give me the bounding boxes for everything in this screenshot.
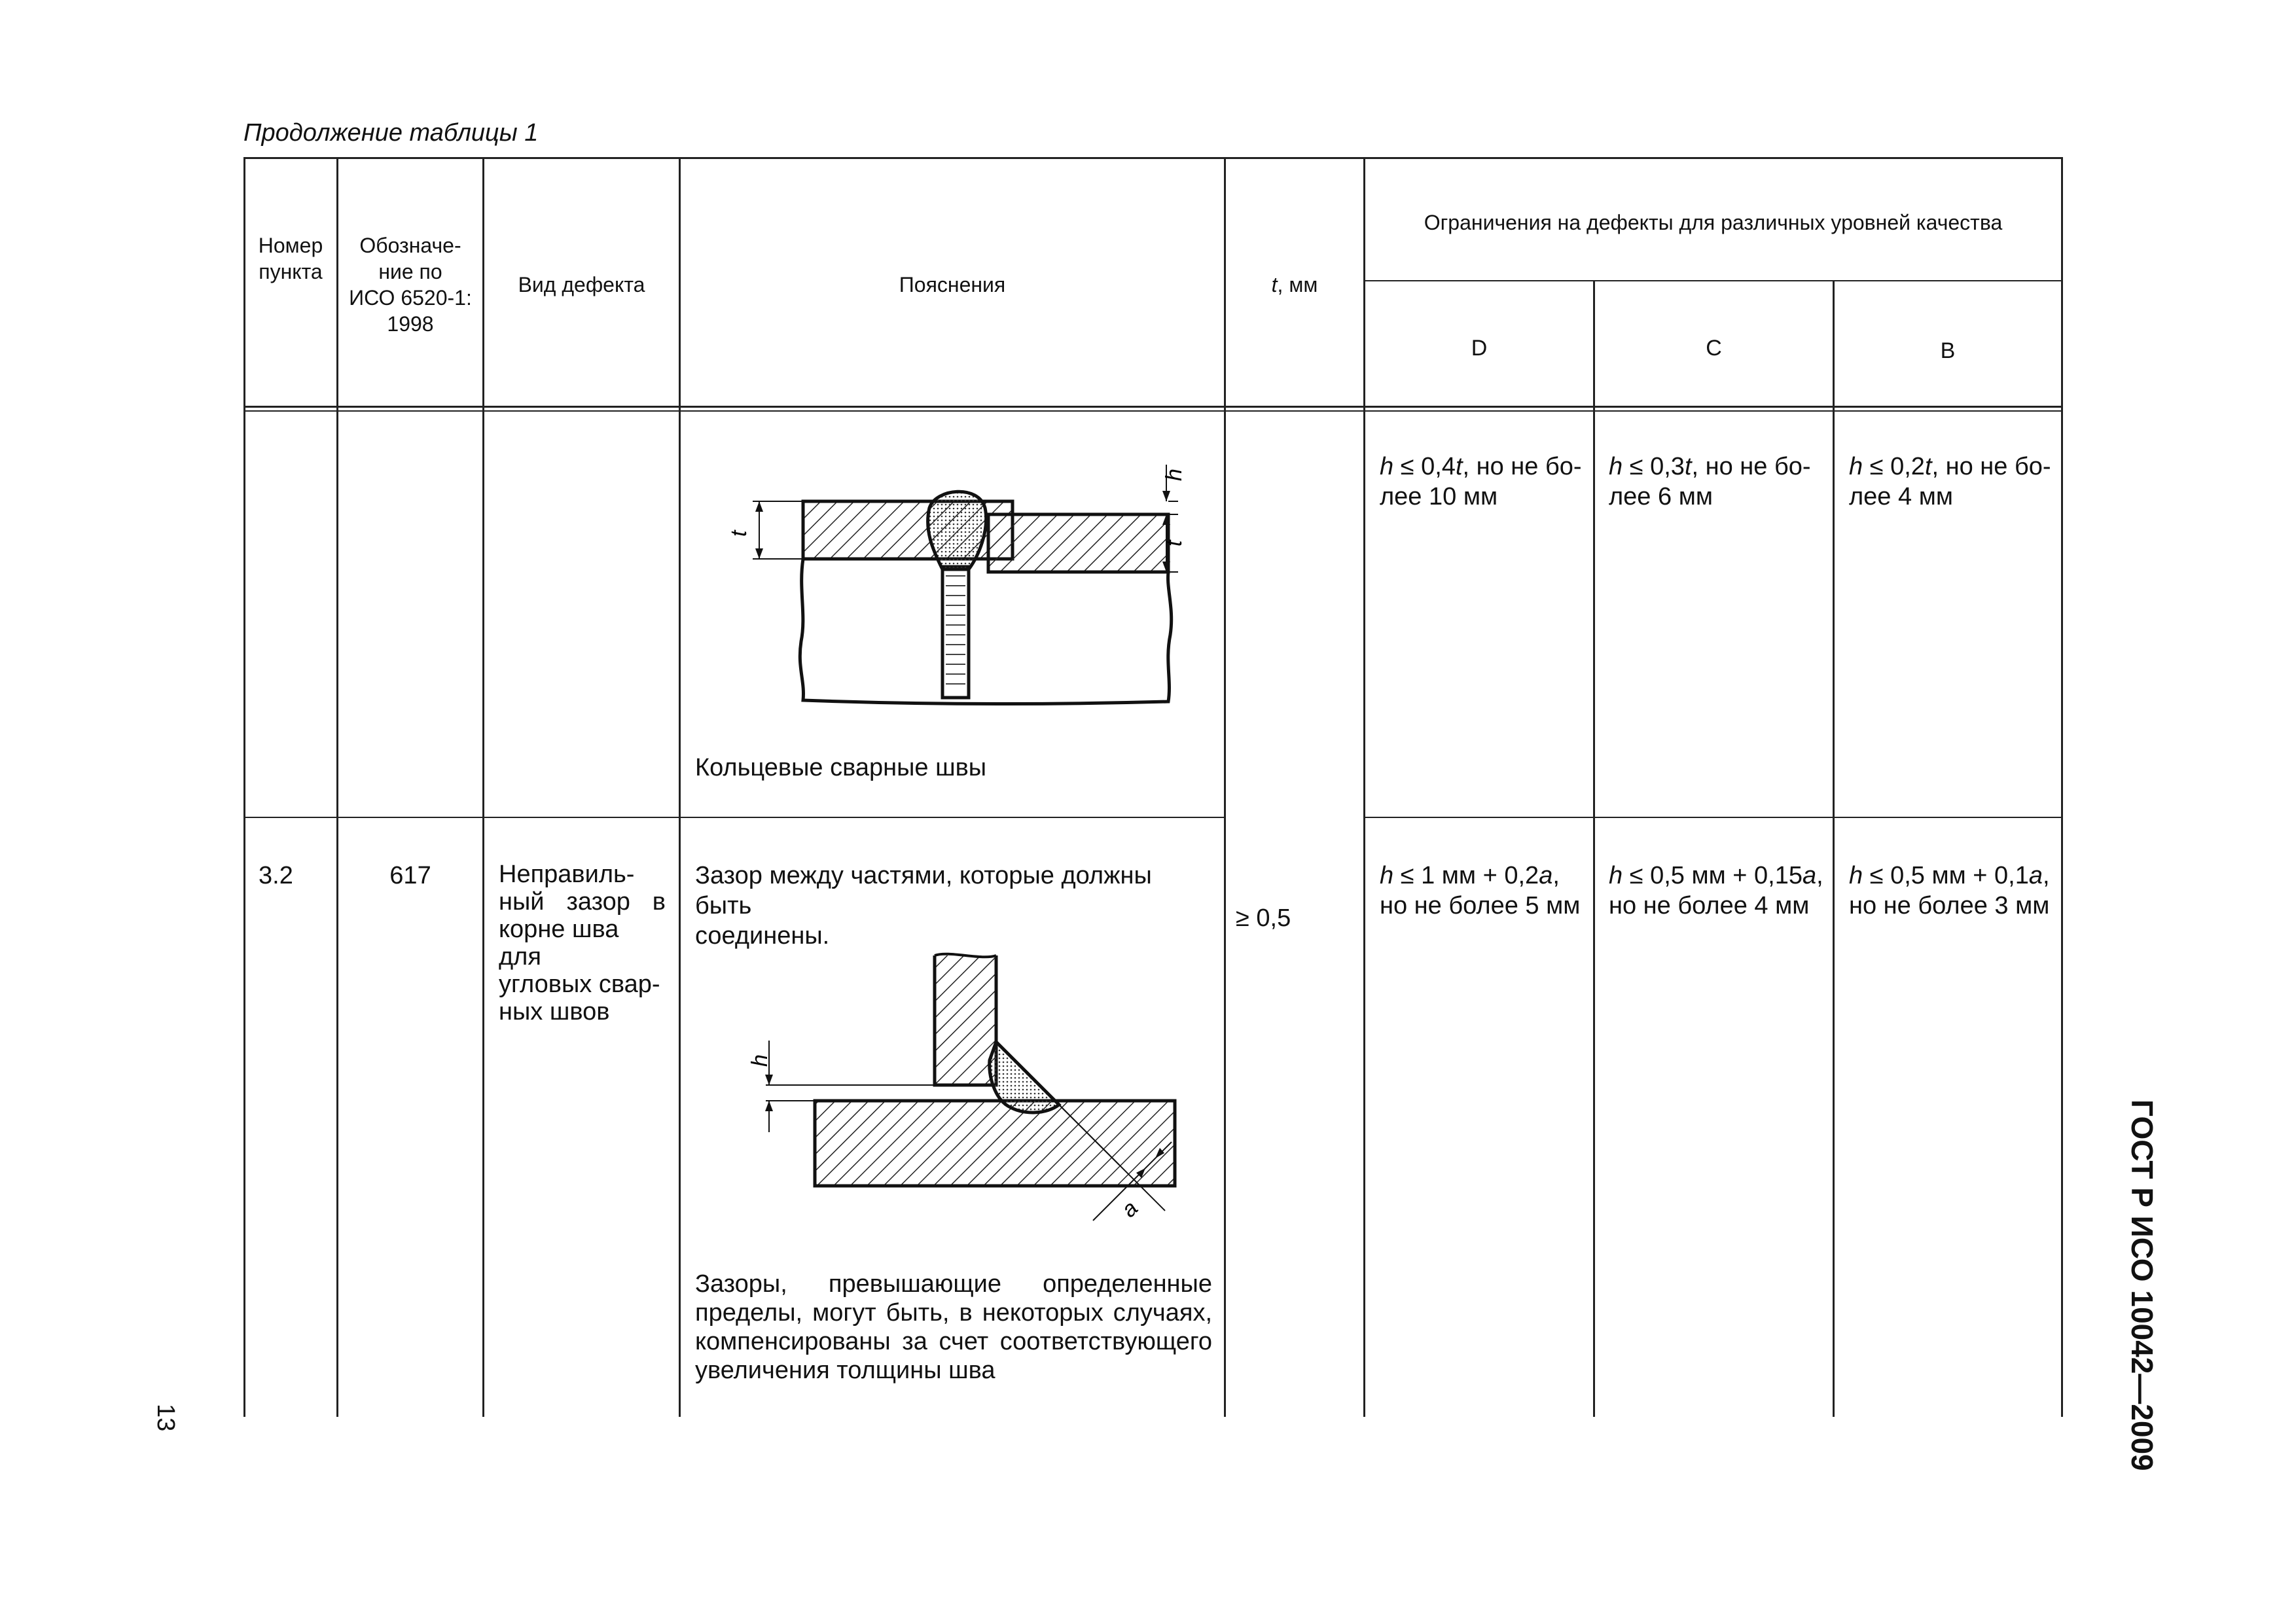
row2-note-top: Зазор между частями, которые должны быть соединены. — [695, 862, 1152, 950]
gap-dimension-h: h — [747, 1054, 772, 1067]
header-limits: Ограничения на дефекты для различных уровней качества — [1424, 211, 2003, 234]
fillet-weld-gap-figure — [726, 942, 1198, 1250]
header-thickness: t, мм — [1271, 273, 1318, 296]
row2-limit-d: h ≤ 1 мм + 0,2a, но не более 5 мм — [1380, 862, 1581, 919]
standard-code: ГОСТ Р ИСО 10042—2009 — [2125, 1099, 2159, 1471]
row1-limit-b: h ≤ 0,2t, но не бо- лее 4 мм — [1849, 453, 2051, 510]
header-defect-type: Вид дефекта — [518, 273, 645, 296]
row2-note-bottom: Зазоры, превышающие определенные пределы, могут быть, в некоторых случаях, компенсированы за счет соответствующего увеличения толщины шва — [695, 1270, 1212, 1384]
table-caption: Продолжение таблицы 1 — [243, 119, 539, 147]
row1-limit-c: h ≤ 0,3t, но не бо- лее 6 мм — [1609, 453, 1811, 510]
throat-dimension-a: a — [1116, 1196, 1143, 1222]
header-iso-code: Обозначе- ние по ИСО 6520-1: 1998 — [349, 234, 472, 336]
row2-item-no: 3.2 — [259, 862, 293, 889]
dimension-h: h — [1162, 469, 1187, 481]
header-level-b: B — [1940, 338, 1956, 363]
page-number: 13 — [152, 1404, 179, 1432]
circumferential-weld-figure — [720, 452, 1204, 720]
header-item-no: Номер пункта — [258, 234, 323, 283]
dimension-t-right: t — [1162, 540, 1187, 546]
dimension-t-left: t — [726, 530, 751, 537]
row2-iso-code: 617 — [389, 862, 431, 889]
row1-note: Кольцевые сварные швы — [695, 754, 987, 781]
thickness-value: ≥ 0,5 — [1236, 904, 1291, 932]
row2-defect-type: Неправиль- ный зазор в корне шва для угловых свар- ных швов — [499, 861, 666, 1026]
header-level-d: D — [1471, 336, 1488, 361]
row1-limit-d: h ≤ 0,4t, но не бо- лее 10 мм — [1380, 453, 1582, 510]
header-notes: Пояснения — [899, 273, 1006, 296]
row2-limit-c: h ≤ 0,5 мм + 0,15a, но не более 4 мм — [1609, 862, 1823, 919]
header-level-c: C — [1706, 336, 1722, 361]
row2-limit-b: h ≤ 0,5 мм + 0,1a, но не более 3 мм — [1849, 862, 2050, 919]
